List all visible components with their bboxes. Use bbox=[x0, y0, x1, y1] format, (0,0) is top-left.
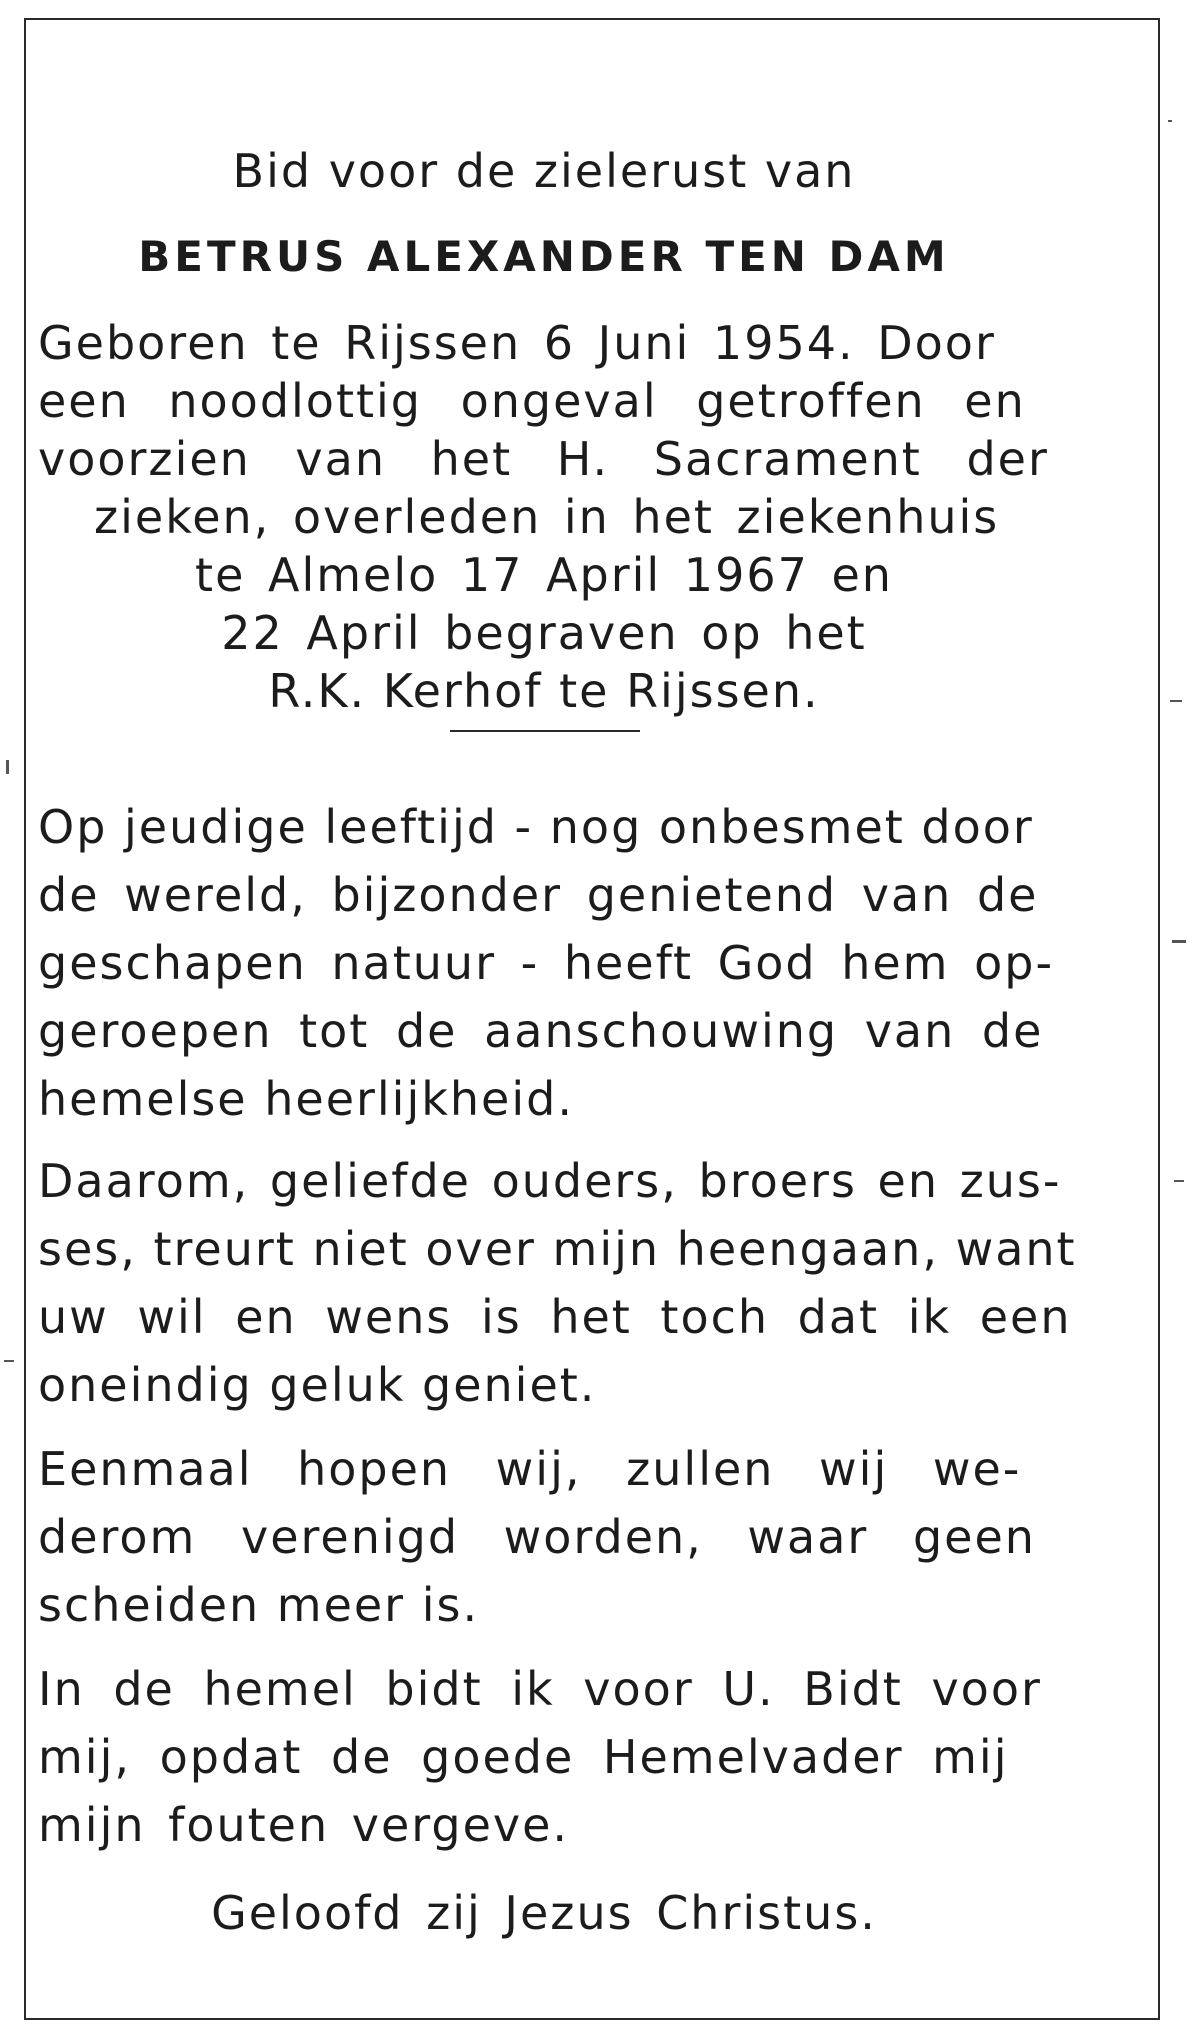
scan-edge-mark bbox=[1172, 940, 1186, 943]
paragraph-line: geschapen natuur - heeft God hem op- bbox=[38, 936, 1055, 990]
paragraph-line: ses, treurt niet over mijn heengaan, want bbox=[38, 1222, 1077, 1276]
paragraph-line: mij, opdat de goede Hemelvader mij bbox=[38, 1730, 1009, 1784]
scan-edge-mark bbox=[1174, 1180, 1184, 1182]
paragraph-line: de wereld, bijzonder genietend van de bbox=[38, 868, 1039, 922]
closing-line: Geloofd zij Jezus Christus. bbox=[211, 1886, 877, 1940]
biography-line: zieken, overleden in het ziekenhuis bbox=[94, 490, 1000, 544]
paragraph-line: hemelse heerlijkheid. bbox=[38, 1072, 574, 1126]
section-divider bbox=[450, 730, 640, 732]
paragraph-line: geroepen tot de aanschouwing van de bbox=[38, 1004, 1044, 1058]
biography-line: R.K. Kerhof te Rijssen. bbox=[268, 664, 820, 718]
biography-line: Geboren te Rijssen 6 Juni 1954. Door bbox=[38, 316, 996, 370]
paragraph-line: In de hemel bidt ik voor U. Bidt voor bbox=[38, 1662, 1042, 1716]
biography-line: voorzien van het H. Sacrament der bbox=[38, 432, 1049, 486]
scan-edge-mark bbox=[4, 1360, 14, 1362]
intro-line: Bid voor de zielerust van bbox=[232, 144, 856, 198]
card-content bbox=[24, 0, 1160, 2002]
biography-line: 22 April begraven op het bbox=[221, 606, 867, 660]
biography-line: te Almelo 17 April 1967 en bbox=[195, 548, 893, 602]
paragraph-line: Daarom, geliefde ouders, broers en zus- bbox=[38, 1154, 1062, 1208]
deceased-name: BETRUS ALEXANDER TEN DAM bbox=[138, 232, 950, 281]
biography-line: een noodlottig ongeval getroffen en bbox=[38, 374, 1026, 428]
paragraph-line: scheiden meer is. bbox=[38, 1578, 480, 1632]
paragraph-line: Eenmaal hopen wij, zullen wij we- bbox=[38, 1442, 1022, 1496]
paragraph-line: uw wil en wens is het toch dat ik een bbox=[38, 1290, 1072, 1344]
paragraph-line: mijn fouten vergeve. bbox=[38, 1798, 570, 1852]
scan-edge-mark bbox=[1168, 120, 1172, 122]
scan-edge-mark bbox=[1170, 700, 1182, 702]
paragraph-line: oneindig geluk geniet. bbox=[38, 1358, 597, 1412]
scan-edge-mark bbox=[6, 760, 9, 774]
paragraph-line: Op jeudige leeftijd - nog onbesmet door bbox=[38, 800, 1034, 854]
paragraph-line: derom verenigd worden, waar geen bbox=[38, 1510, 1036, 1564]
